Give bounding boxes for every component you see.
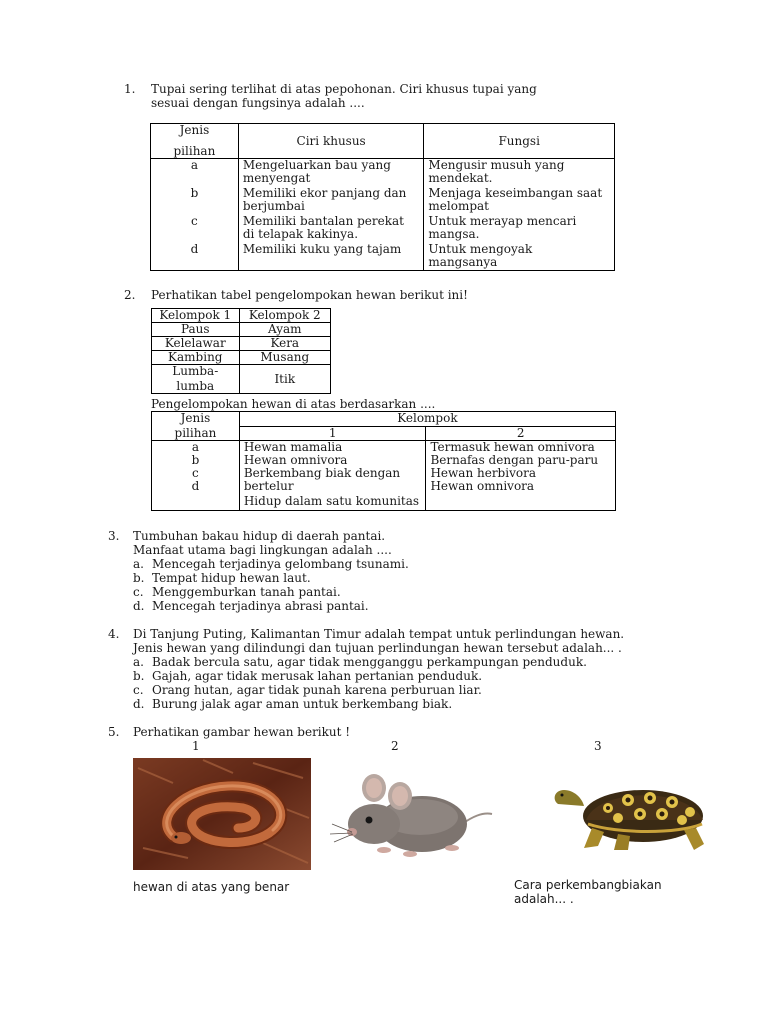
q2-header-kelompok: Kelompok xyxy=(239,412,615,427)
table-row: b Memiliki ekor panjang dan berjumbai Menjaga keseimbangan saat melompat xyxy=(151,187,615,215)
q5-number: 5. xyxy=(108,725,120,739)
q1-text-line2: sesuai dengan fungsinya adalah .... xyxy=(151,96,365,110)
q4-number: 4. xyxy=(108,627,120,641)
q2-header-kelompok1: Kelompok 1 xyxy=(152,309,240,323)
q3-option-d-label: d. xyxy=(133,599,145,613)
q3-option-c: Menggemburkan tanah pantai. xyxy=(152,585,341,599)
q2-answer-table xyxy=(151,411,616,511)
turtle-image xyxy=(548,776,708,860)
snake-image xyxy=(133,758,311,870)
q3-option-a: Mencegah terjadinya gelombang tsunami. xyxy=(152,557,409,571)
q4-option-b-label: b. xyxy=(133,669,145,683)
q3-text-line1: Tumbuhan bakau hidup di daerah pantai. xyxy=(133,529,386,543)
q2-header-k2: 2 xyxy=(426,426,616,441)
q3-option-b-label: b. xyxy=(133,571,145,585)
q2-group-table xyxy=(151,308,331,394)
q2-header-kelompok2: Kelompok 2 xyxy=(239,309,330,323)
q1-header-jenis: Jenis pilihan xyxy=(151,124,239,159)
table-row: d Memiliki kuku yang tajam Untuk mengoyak mangsanya xyxy=(151,243,615,271)
q2-number: 2. xyxy=(124,288,136,302)
q1-text-line1: Tupai sering terlihat di atas pepohonan. Ciri khusus tupai yang xyxy=(151,82,537,96)
q4-option-a-label: a. xyxy=(133,655,144,669)
q5-text-line1: Perhatikan gambar hewan berikut ! xyxy=(133,725,351,739)
q3-text-line2: Manfaat utama bagi lingkungan adalah .... xyxy=(133,543,392,557)
table-row: Kambing Musang xyxy=(152,351,331,365)
q1-header-ciri: Ciri khusus xyxy=(238,124,424,159)
table-row: a b c d Hewan mamalia Hewan omnivora Berkembang biak dengan bertelur Hidup dalam satu komunitas Termasuk hewan omnivora Bernafas dengan paru-paru Hewan herbivora Hewan omnivora xyxy=(152,441,616,511)
q1-answer-table xyxy=(150,123,615,271)
q5-pic-label-1: 1 xyxy=(192,739,200,753)
q3-option-a-label: a. xyxy=(133,557,144,571)
q3-option-b: Tempat hidup hewan laut. xyxy=(152,571,311,585)
q3-number: 3. xyxy=(108,529,120,543)
q2-text-line1: Perhatikan tabel pengelompokan hewan berikut ini! xyxy=(151,288,468,302)
table-row: Kelelawar Kera xyxy=(152,337,331,351)
q5-caption-right-line2: adalah... . xyxy=(514,892,574,906)
mouse-image xyxy=(322,762,500,874)
q5-caption-left: hewan di atas yang benar xyxy=(133,880,290,894)
q5-pic-label-3: 3 xyxy=(594,739,602,753)
q4-option-b: Gajah, agar tidak merusak lahan pertanian penduduk. xyxy=(152,669,483,683)
q4-option-d: Burung jalak agar aman untuk berkembang biak. xyxy=(152,697,453,711)
q4-text-line2: Jenis hewan yang dilindungi dan tujuan perlindungan hewan tersebut adalah... . xyxy=(133,641,622,655)
q1-header-fungsi: Fungsi xyxy=(424,124,615,159)
q1-number: 1. xyxy=(124,82,136,96)
table-row: Lumba- lumba Itik xyxy=(152,365,331,394)
q5-caption-right-line1: Cara perkembangbiakan xyxy=(514,878,662,892)
q4-option-a: Badak bercula satu, agar tidak mengganggu perkampungan penduduk. xyxy=(152,655,587,669)
table-row: Paus Ayam xyxy=(152,323,331,337)
q4-option-c-label: c. xyxy=(133,683,144,697)
q4-option-d-label: d. xyxy=(133,697,145,711)
q3-option-c-label: c. xyxy=(133,585,144,599)
q4-text-line1: Di Tanjung Puting, Kalimantan Timur adalah tempat untuk perlindungan hewan. xyxy=(133,627,625,641)
table-row: c Memiliki bantalan perekat di telapak kakinya. Untuk merayap mencari mangsa. xyxy=(151,215,615,243)
q4-option-c: Orang hutan, agar tidak punah karena perburuan liar. xyxy=(152,683,482,697)
q5-pic-label-2: 2 xyxy=(391,739,399,753)
table-row: a Mengeluarkan bau yang menyengat Mengusir musuh yang mendekat. xyxy=(151,159,615,187)
q2-header-jenis: Jenis pilihan xyxy=(152,412,240,441)
q2-header-k1: 1 xyxy=(239,426,426,441)
q2-text-line2: Pengelompokan hewan di atas berdasarkan .... xyxy=(151,397,436,411)
q3-option-d: Mencegah terjadinya abrasi pantai. xyxy=(152,599,369,613)
